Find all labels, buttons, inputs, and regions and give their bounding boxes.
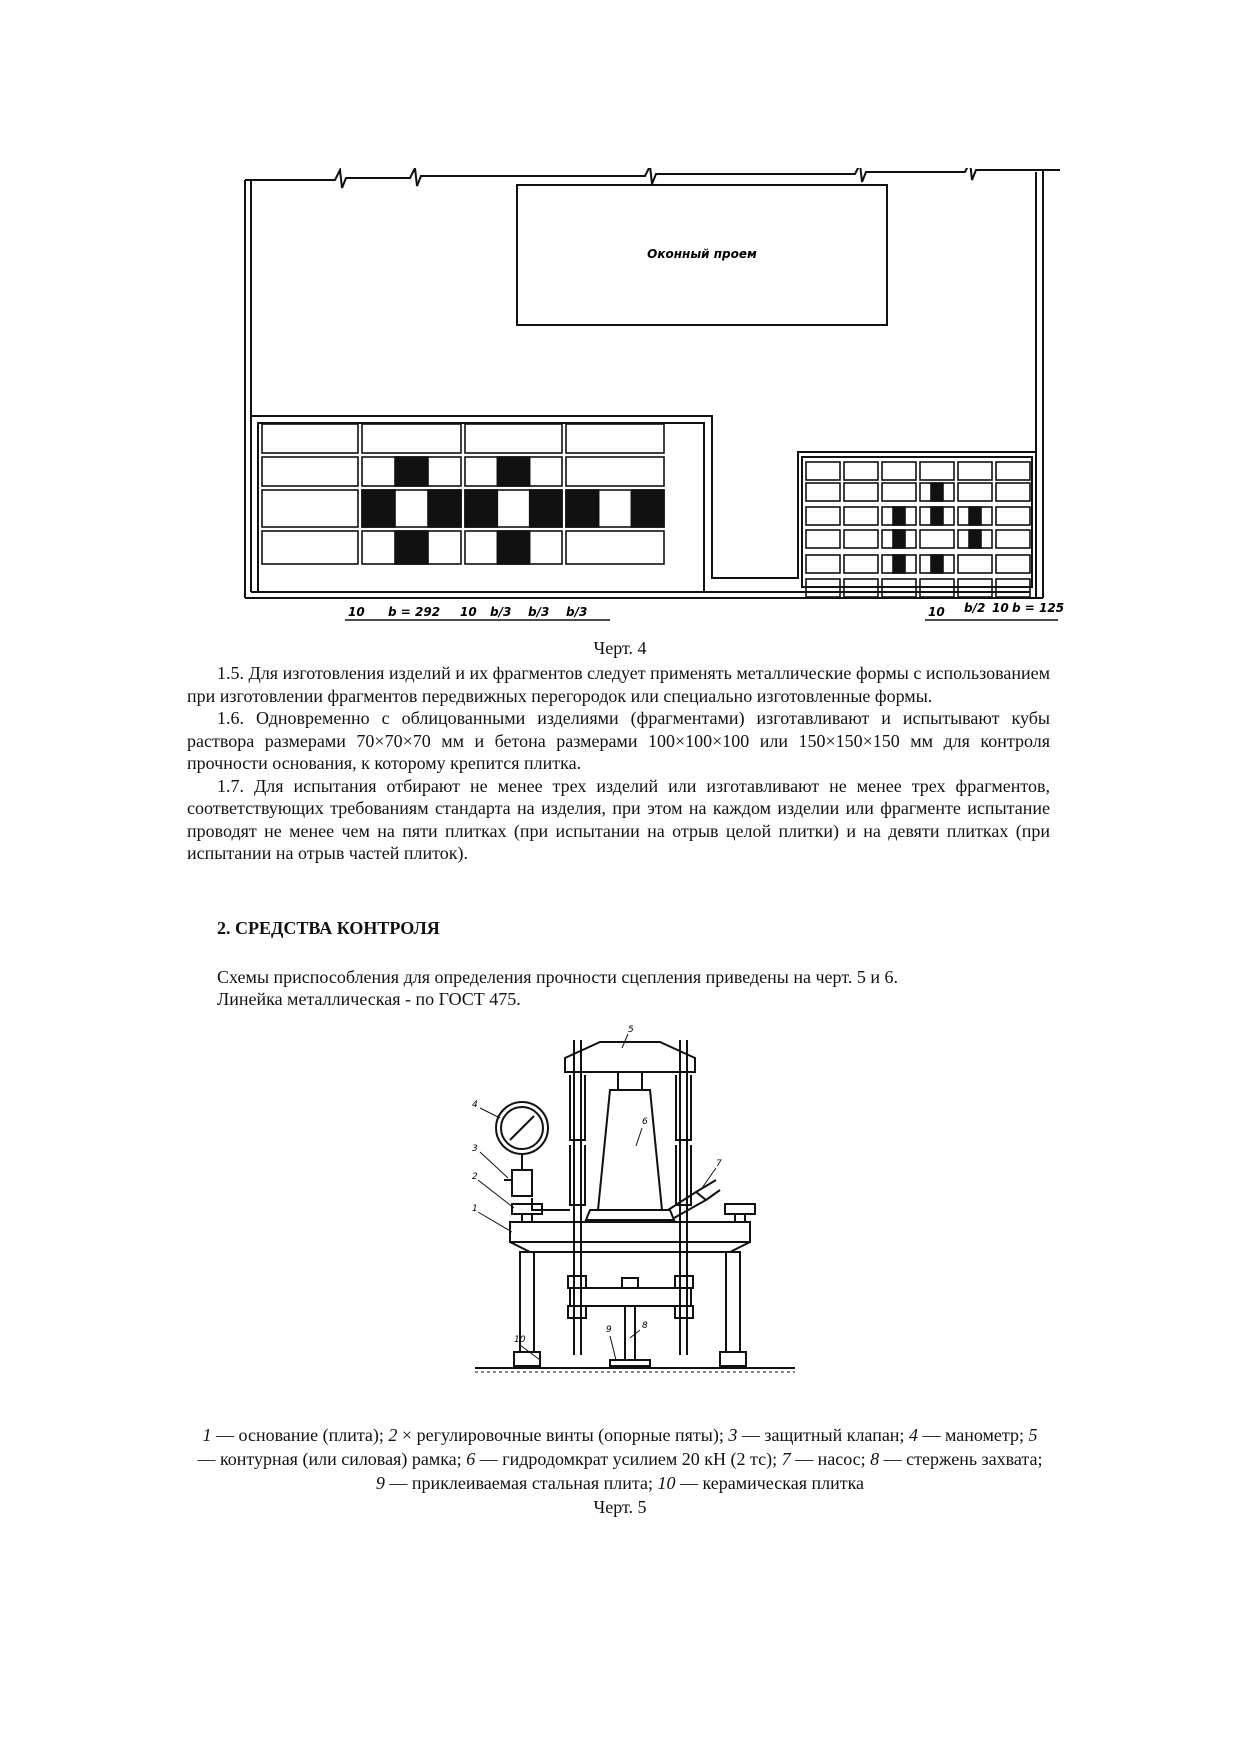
tile-fragment (931, 507, 943, 525)
tile (566, 424, 664, 453)
tile (996, 462, 1030, 480)
legend-item-4: 4 — манометр; (908, 1425, 1029, 1445)
dim-left-4: b/3 (528, 605, 550, 619)
figure-5-legend (195, 1423, 1045, 1495)
tile-fragment (395, 531, 428, 564)
dim-left-3: b/3 (490, 605, 512, 619)
callout-6: 6 (642, 1117, 648, 1127)
callout-3: 3 (472, 1144, 478, 1154)
tile (844, 530, 878, 548)
tile-fragment (893, 530, 905, 548)
tile-fragment (969, 507, 981, 525)
tile-fragment (566, 490, 599, 527)
legend-item-3: 3 — защитный клапан; (728, 1425, 909, 1445)
tile-fragment (931, 555, 943, 573)
figure-4-caption: Черт. 4 (593, 638, 647, 658)
tile (996, 555, 1030, 573)
figure-5-drawing (470, 1020, 800, 1420)
tile-fragment (631, 490, 664, 527)
tile (806, 555, 840, 573)
tile-fragment (497, 457, 529, 486)
tile (844, 462, 878, 480)
tile-fragment (969, 530, 981, 548)
tile (806, 507, 840, 525)
tile (806, 530, 840, 548)
tile (844, 555, 878, 573)
dim-right-1: b/2 (964, 601, 986, 615)
tile (262, 490, 358, 527)
tile (566, 531, 664, 564)
section-1-paragraphs (187, 662, 1050, 865)
tile-fragment (893, 555, 905, 573)
legend-item-10: 10 — керамическая плитка (657, 1473, 865, 1493)
figure-5-caption: Черт. 5 (593, 1497, 647, 1517)
tile (844, 483, 878, 501)
section-2-line-2: Линейка металлическая - по ГОСТ 475. (217, 989, 521, 1009)
tile (920, 462, 954, 480)
figure-4-tile-grid (262, 424, 1030, 597)
tile (996, 530, 1030, 548)
tile (882, 462, 916, 480)
tile (465, 424, 562, 453)
section-2-heading: 2. СРЕДСТВА КОНТРОЛЯ (217, 918, 440, 938)
tile (566, 457, 664, 486)
legend-item-8: 8 — стержень захвата; (870, 1449, 1043, 1469)
dim-right-3: b = 125 (1012, 601, 1065, 615)
legend-item-2: 2 × регулировочные винты (опорные пяты); (388, 1425, 729, 1445)
tile-fragment (931, 483, 943, 501)
figure-4-drawing (240, 168, 1170, 648)
tile-fragment (395, 457, 428, 486)
dim-left-1: b = 292 (388, 605, 441, 619)
callout-5: 5 (628, 1025, 634, 1035)
tile (262, 457, 358, 486)
tile (958, 483, 992, 501)
paragraph-1-6: 1.6. Одновременно с облицованными изделиями (фрагментами) изготавливают и испытывают кубы раствора размерами 70×70×70 мм и бетона размерами 100×100×100 или 150×150×150 мм для контроля прочности основания, к которому крепится плитка. (187, 708, 1050, 773)
dim-left-5: b/3 (566, 605, 588, 619)
legend-item-9: 9 — приклеиваемая стальная плита; (375, 1473, 658, 1493)
legend-item-1: 1 — основание (плита); (202, 1425, 389, 1445)
callout-7: 7 (716, 1159, 722, 1169)
legend-item-7: 7 — насос; (781, 1449, 871, 1469)
tile (262, 424, 358, 453)
legend-item-6: 6 — гидродомкрат усилием 20 кН (2 тс); (466, 1449, 782, 1469)
paragraph-1-7: 1.7. Для испытания отбирают не менее трех изделий или изготавливают не менее трех фрагментов, соответствующих требованиям стандарта на изделия, при этом на каждом изделии или фрагменте испытание проводят не менее чем на пяти плитках (при испытании на отрыв целой плитки) и на девяти плитках (при испытании на отрыв частей плиток). (187, 775, 1050, 863)
tile-fragment (465, 490, 497, 527)
tile (806, 483, 840, 501)
tile (806, 462, 840, 480)
dim-left-2: 10 (460, 605, 477, 619)
tile (262, 531, 358, 564)
callout-1: 1 (472, 1204, 478, 1214)
tile (362, 424, 461, 453)
tile-fragment (428, 490, 461, 527)
tile (920, 530, 954, 548)
callout-2: 2 (472, 1172, 478, 1182)
tile-fragment (362, 490, 395, 527)
window-opening-label: Оконный проем (647, 247, 757, 261)
legend-item-5: 5 — контурная (или силовая) рамка; (197, 1425, 1038, 1469)
callout-9: 9 (606, 1325, 612, 1335)
tile-fragment (530, 490, 562, 527)
callout-4: 4 (472, 1100, 478, 1110)
tile (958, 462, 992, 480)
tile-fragment (893, 507, 905, 525)
callout-8: 8 (642, 1321, 648, 1331)
dim-left-0: 10 (348, 605, 365, 619)
section-2-line-1: Схемы приспособления для определения прочности сцепления приведены на черт. 5 и 6. (217, 967, 898, 987)
paragraph-1-5: 1.5. Для изготовления изделий и их фрагментов следует применять металлические формы с использованием при изготовлении фрагментов передвижных перегородок или специально изготовленные формы. (187, 663, 1050, 706)
tile-fragment (497, 531, 529, 564)
dim-right-0: 10 (928, 605, 945, 619)
tile (996, 507, 1030, 525)
callout-10: 10 (514, 1335, 526, 1345)
tile (844, 507, 878, 525)
tile (996, 483, 1030, 501)
tile (882, 483, 916, 501)
dim-right-2: 10 (992, 601, 1009, 615)
tile (958, 555, 992, 573)
